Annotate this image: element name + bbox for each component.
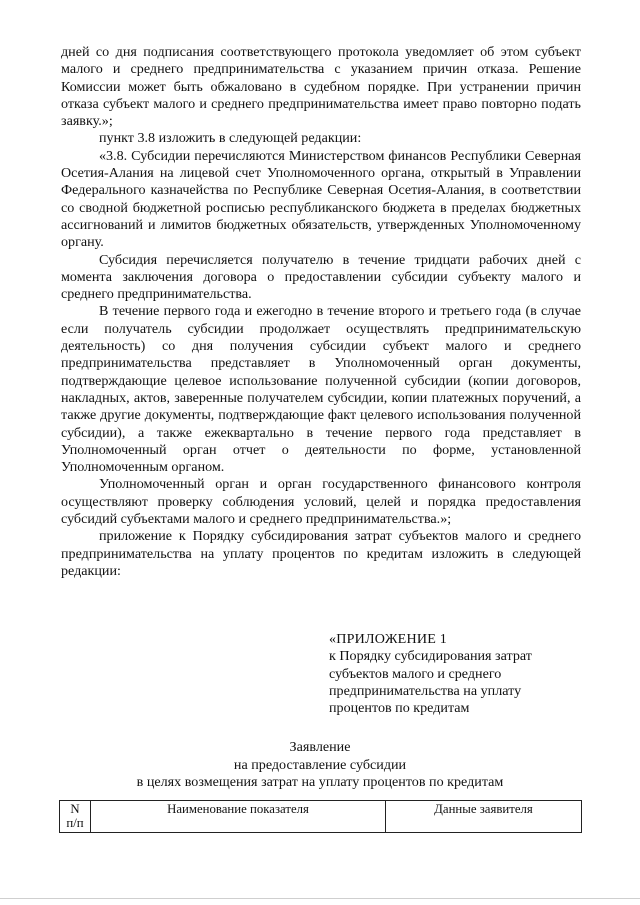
body-text [61,44,581,580]
appendix-line: процентов по кредитам [329,700,470,717]
paragraph-clause-3-8-intro: пункт 3.8 изложить в следующей редакции: [99,130,362,147]
column-header-number [60,801,91,833]
appendix-line: предпринимательства на уплату [329,682,522,699]
statement-subtitle: в целях возмещения затрат на уплату процентов по кредитам [136,774,504,791]
paragraph-subsidy-transfer: Субсидия перечисляется получателю в течение тридцати рабочих дней с момента заключения договора о предоставлении субсидии субъекту малого и среднего предпринимательства. [61,251,581,303]
appendix-title: «ПРИЛОЖЕНИЕ 1 [329,631,447,647]
paragraph-appendix-intro: приложение к Порядку субсидирования затрат субъектов малого и среднего предпринимательства на уплату процентов по кредитам изложить в следующей редакции: [61,528,581,579]
statement-subtitle: на предоставление субсидии [233,756,407,773]
paragraph-rejection-end: дней со дня подписания соответствующего протокола уведомляет об этом субъект малого и среднего предпринимательства с указанием причин отказа. Решение Комиссии может быть обжаловано в судебном порядке. При устранении причин отказа субъект малого и среднего предпринимательства имеет право повторно подать заявку.»; [61,44,581,130]
page-edge-line [0,898,640,899]
appendix-line: субъектов малого и среднего [329,665,502,682]
column-header-number-label: N п/п [66,802,84,830]
appendix-header [329,631,579,717]
paragraph-reporting: В течение первого года и ежегодно в течение второго и третьего года (в случае если получатель субсидии продолжает осуществлять предпринимательскую деятельность) со дня получения субсидии субъект малого и среднего предпринимательства представляет в Уполномоченный орган документы, подтверждающие целевое использование полученной субсидии (копии договоров, накладных, актов, заверенные получателем субсидии, копии платежных поручений, а также другие документы, подтверждающие факт целевого использования полученной субсидии), а также ежеквартально в течение первого года представляет в Уполномоченный орган отчет о деятельности по форме, установленной Уполномоченным органом. [61,303,581,476]
table-header-row [60,801,582,833]
statement-table [59,800,582,833]
statement-heading [0,739,640,792]
column-header-indicator: Наименование показателя [91,801,386,833]
column-header-applicant-data: Данные заявителя [386,801,582,833]
appendix-line: к Порядку субсидирования затрат [329,648,532,665]
paragraph-clause-3-8: «3.8. Субсидии перечисляются Министерством финансов Республики Северная Осетия-Алания на лицевой счет Уполномоченного органа, открытый в Управлении Федерального казначейства по Республике Северная Осетия-Алания, в соответствии со сводной бюджетной росписью республиканского бюджета в пределах бюджетных ассигнований и лимитов бюджетных обязательств, утвержденных Уполномоченному органу. [61,147,581,251]
statement-title: Заявление [289,739,351,755]
paragraph-control: Уполномоченный орган и орган государственного финансового контроля осуществляют проверку соблюдения условий, целей и порядка предоставления субсидий субъектами малого и среднего предпринимательства.»; [61,476,581,528]
